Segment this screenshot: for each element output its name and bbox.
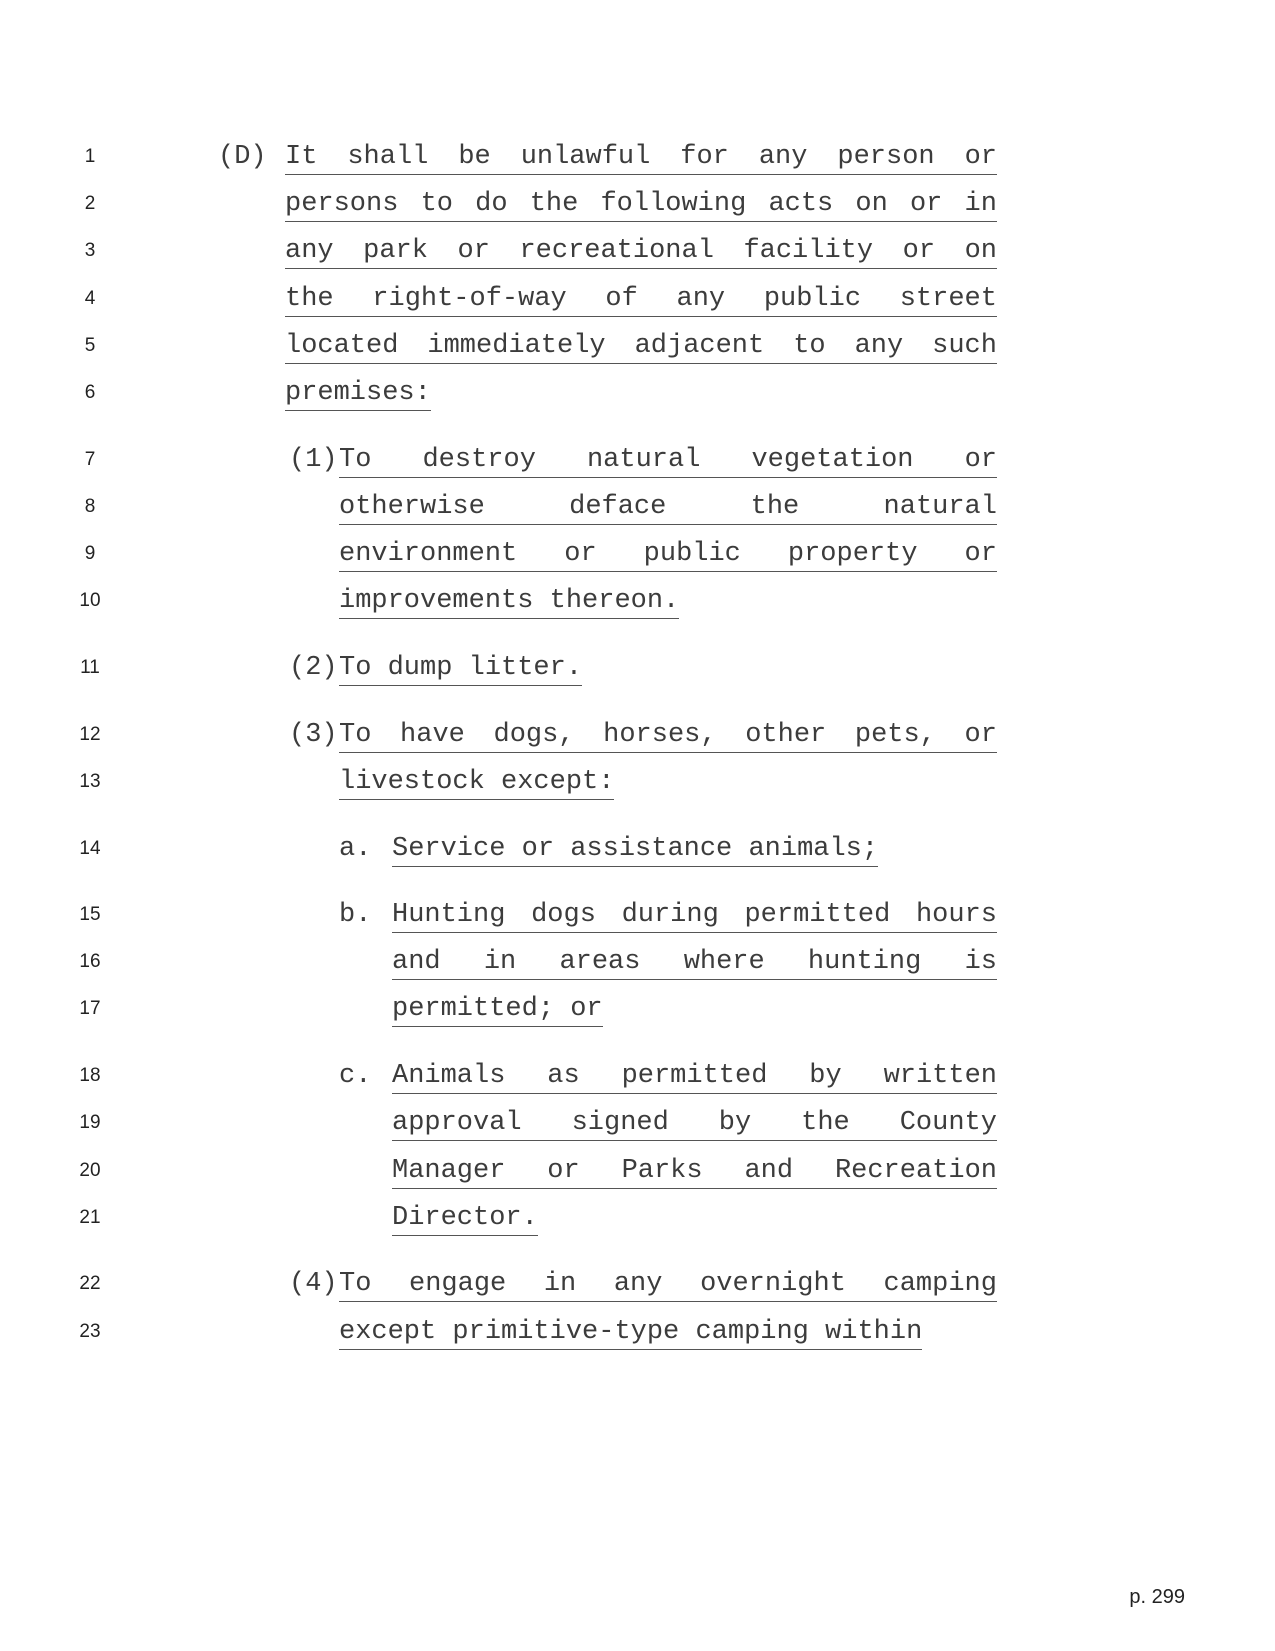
text-line: It shall be unlawful for any person or xyxy=(285,140,997,175)
line-number: 11 xyxy=(80,657,100,678)
text-line: To have dogs, horses, other pets, or xyxy=(339,718,997,753)
line-number: 13 xyxy=(79,771,101,792)
line-number: 5 xyxy=(84,335,96,356)
text-line: Hunting dogs during permitted hours xyxy=(392,898,997,933)
line-number: 21 xyxy=(79,1207,101,1228)
text-line: the right-of-way of any public street xyxy=(285,282,997,317)
subitem-marker: b. xyxy=(339,900,372,930)
text-line: Animals as permitted by written xyxy=(392,1059,997,1094)
text-line: To engage in any overnight camping xyxy=(339,1267,997,1302)
line-number: 22 xyxy=(79,1273,101,1294)
line-number: 7 xyxy=(84,449,96,470)
line-number: 1 xyxy=(84,146,96,167)
text-line: Manager or Parks and Recreation xyxy=(392,1154,997,1189)
item-marker: (2) xyxy=(289,653,338,683)
text-line: and in areas where hunting is xyxy=(392,945,997,980)
line-number: 18 xyxy=(79,1065,101,1086)
line-number: 9 xyxy=(84,543,96,564)
line-number: 16 xyxy=(79,951,101,972)
line-number: 12 xyxy=(79,724,101,745)
text-line: any park or recreational facility or on xyxy=(285,234,997,269)
line-number: 15 xyxy=(79,904,101,925)
text-line: Director. xyxy=(392,1201,538,1236)
text-line: livestock except: xyxy=(339,765,614,800)
text-line: To dump litter. xyxy=(339,651,582,686)
text-line: improvements thereon. xyxy=(339,584,679,619)
text-line: located immediately adjacent to any such xyxy=(285,329,997,364)
line-number: 19 xyxy=(79,1112,101,1133)
text-line: premises: xyxy=(285,376,431,411)
line-number: 6 xyxy=(84,382,96,403)
text-line: except primitive-type camping within xyxy=(339,1315,922,1350)
line-number: 8 xyxy=(84,496,96,517)
text-line: permitted; or xyxy=(392,992,603,1027)
text-line: approval signed by the County xyxy=(392,1106,997,1141)
line-number: 23 xyxy=(79,1321,101,1342)
text-line: persons to do the following acts on or in xyxy=(285,187,997,222)
line-number: 14 xyxy=(79,838,101,859)
subitem-marker: a. xyxy=(339,834,372,864)
line-number: 4 xyxy=(84,288,96,309)
section-marker: (D) xyxy=(218,142,267,172)
item-marker: (4) xyxy=(289,1269,338,1299)
text-line: To destroy natural vegetation or xyxy=(339,443,997,478)
item-marker: (1) xyxy=(289,445,338,475)
line-number: 10 xyxy=(79,590,101,611)
line-number: 20 xyxy=(79,1160,101,1181)
line-number: 3 xyxy=(84,240,96,261)
subitem-marker: c. xyxy=(339,1061,372,1091)
item-marker: (3) xyxy=(289,720,338,750)
text-line: otherwise deface the natural xyxy=(339,490,997,525)
line-number: 2 xyxy=(84,193,96,214)
text-line: environment or public property or xyxy=(339,537,997,572)
text-line: Service or assistance animals; xyxy=(392,832,878,867)
page-number: p. 299 xyxy=(1129,1586,1185,1608)
line-number: 17 xyxy=(79,998,101,1019)
